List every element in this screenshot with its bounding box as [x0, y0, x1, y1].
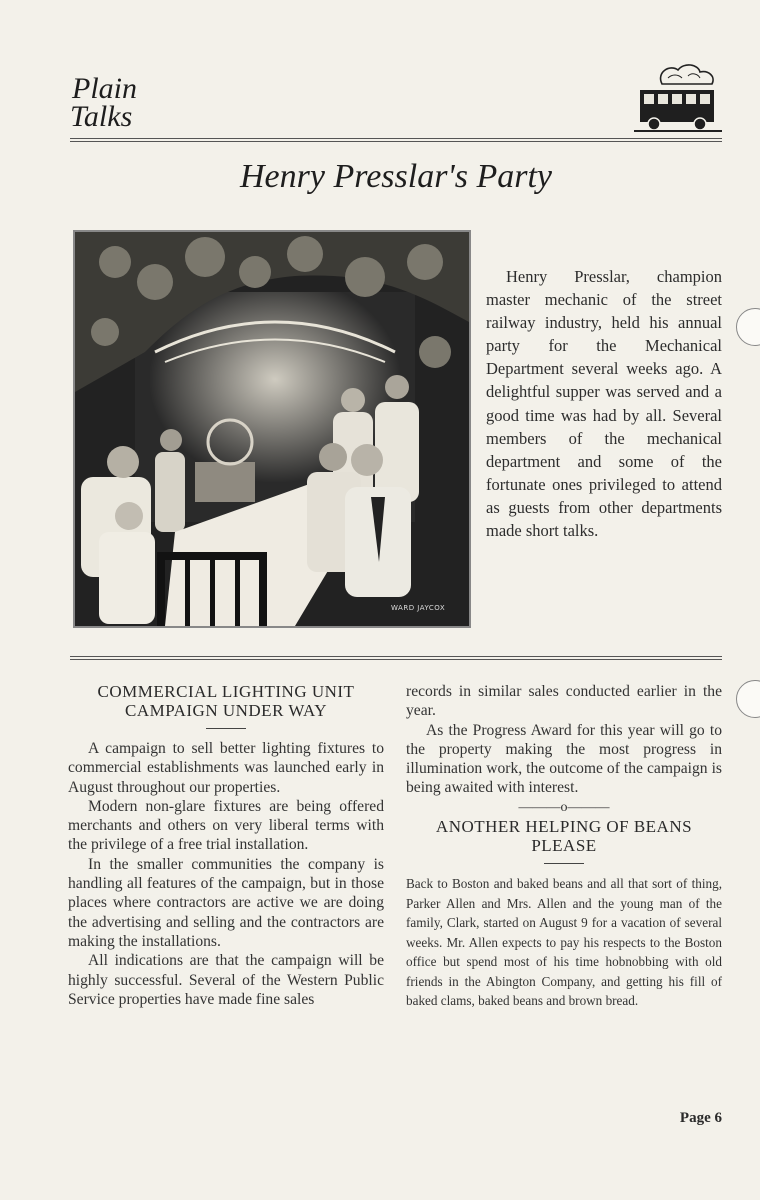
beans-paragraph: Back to Boston and baked beans and all that sort of thing, Parker Allen and Mrs. Allen and the young man of the family, Clark, started on August 9 for a vacation of several weeks. Mr. Allen expects to pay his respects to the Boston office but spend most of his time hobnobbing with old friends in the Abington Company, and getting his fill of baked clams, baked beans and brown bread.: [406, 876, 722, 1009]
left-column: [68, 682, 384, 1009]
page-number: Page 6: [679, 1110, 722, 1126]
header-rule: [70, 138, 722, 142]
beans-headline-line1: ANOTHER HELPING OF BEANS: [435, 817, 693, 837]
trolley-car-icon: [632, 62, 724, 134]
logo-line-plain: Plain: [72, 72, 137, 105]
lighting-continuation: records in similar sales conducted earlier in the year.: [406, 683, 722, 720]
beans-article: [406, 874, 722, 1011]
article-separator: ———o———: [518, 799, 610, 815]
binder-hole: [736, 308, 760, 346]
headline-rule: [544, 863, 584, 864]
lighting-paragraph: A campaign to sell better lighting fixtures to commercial establishments was launched early in August throughout our properties.: [68, 740, 384, 796]
party-photograph: [73, 230, 471, 628]
plain-talks-logo: [70, 74, 160, 136]
lighting-paragraph-last: As the Progress Award for this year will go to the property making the most progress in illumination work, the outcome of the campaign is being awaited with interest.: [406, 721, 722, 797]
article-title: Henry Presslar's Party: [240, 158, 552, 195]
section-rule: [70, 656, 722, 660]
binder-hole: [736, 680, 760, 718]
beans-headline-line2: PLEASE: [531, 836, 597, 856]
logo-line-talks: Talks: [70, 100, 133, 133]
lighting-headline-line2: CAMPAIGN UNDER WAY: [124, 701, 328, 720]
lighting-headline-line1: COMMERCIAL LIGHTING UNIT: [97, 682, 355, 701]
photo-credit: WARD JAYCOX: [391, 604, 446, 612]
lighting-paragraph: All indications are that the campaign will be highly successful. Several of the Western Public Service properties have made fine sales: [68, 952, 384, 1008]
lighting-paragraph: Modern non-glare fixtures are being offered merchants and others on very liberal terms with the privilege of a free trial installation.: [68, 797, 384, 854]
lighting-paragraph: In the smaller communities the company is handling all features of the campaign, but in those places where contractors are active we are doing the advertising and selling and the contractors are making the installations.: [68, 855, 384, 950]
headline-rule: [206, 728, 246, 729]
party-article-text: Henry Presslar, champion master mechanic of the street railway industry, held his annual party for the Mechanical Department several weeks ago. A delightful supper was served and a good time was had by all. Several members of the mechanical department and some of the fortunate ones privileged to attend as guests from other departments made short talks.: [486, 267, 722, 541]
right-column: [406, 682, 722, 1011]
